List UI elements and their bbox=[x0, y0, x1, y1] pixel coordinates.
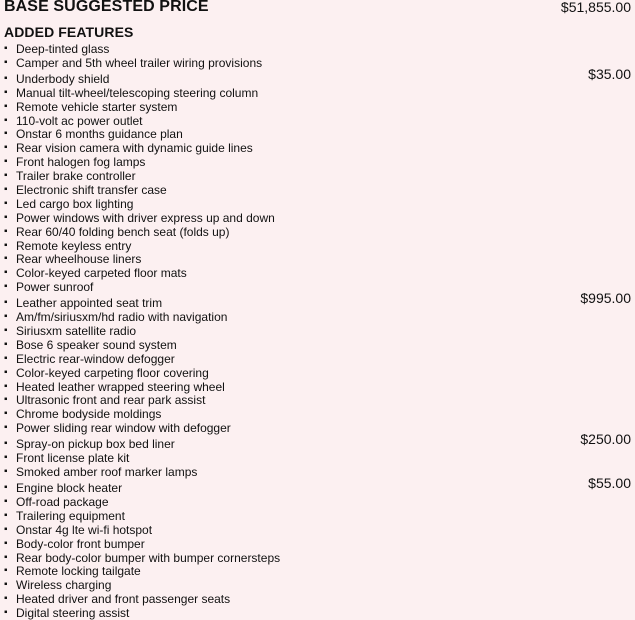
bullet-icon: ▪ bbox=[4, 366, 8, 378]
feature-row bbox=[4, 296, 631, 310]
bullet-icon: ▪ bbox=[4, 142, 8, 154]
feature-row bbox=[4, 606, 631, 620]
bullet-icon: ▪ bbox=[4, 100, 8, 112]
feature-row bbox=[4, 225, 631, 239]
bullet-icon: ▪ bbox=[4, 114, 8, 126]
feature-name: Onstar 6 months guidance plan bbox=[16, 127, 183, 142]
bullet-icon: ▪ bbox=[4, 338, 8, 350]
feature-price: $995.00 bbox=[580, 290, 631, 307]
bullet-icon: ▪ bbox=[4, 394, 8, 406]
feature-name: Power sliding rear window with defogger bbox=[16, 421, 231, 436]
feature-name: Electronic shift transfer case bbox=[16, 183, 167, 198]
bullet-icon: ▪ bbox=[4, 593, 8, 605]
feature-name: Manual tilt-wheel/telescoping steering column bbox=[16, 85, 259, 100]
bullet-icon: ▪ bbox=[4, 211, 8, 223]
feature-row bbox=[4, 366, 631, 380]
feature-name: Siriusxm satellite radio bbox=[16, 324, 137, 339]
bullet-icon: ▪ bbox=[4, 422, 8, 434]
feature-name: Engine block heater bbox=[16, 481, 123, 496]
feature-row bbox=[4, 100, 631, 114]
feature-row bbox=[4, 72, 631, 86]
bullet-icon: ▪ bbox=[4, 482, 8, 494]
feature-name: Leather appointed seat trim bbox=[16, 296, 163, 311]
bullet-icon: ▪ bbox=[4, 225, 8, 237]
feature-row bbox=[4, 393, 631, 407]
bullet-icon: ▪ bbox=[4, 579, 8, 591]
feature-name: Smoked amber roof marker lamps bbox=[16, 465, 198, 480]
bullet-icon: ▪ bbox=[4, 56, 8, 68]
feature-name: 110-volt ac power outlet bbox=[16, 113, 143, 128]
bullet-icon: ▪ bbox=[4, 86, 8, 98]
feature-row bbox=[4, 551, 631, 565]
bullet-icon: ▪ bbox=[4, 197, 8, 209]
feature-row bbox=[4, 509, 631, 523]
feature-name: Remote vehicle starter system bbox=[16, 99, 178, 114]
feature-row bbox=[4, 324, 631, 338]
feature-row bbox=[4, 42, 631, 56]
added-features-heading: ADDED FEATURES bbox=[4, 24, 134, 40]
feature-row bbox=[4, 495, 631, 509]
feature-name: Bose 6 speaker sound system bbox=[16, 337, 177, 352]
bullet-icon: ▪ bbox=[4, 239, 8, 251]
feature-name: Power sunroof bbox=[16, 280, 94, 295]
feature-name: Rear wheelhouse liners bbox=[16, 252, 142, 267]
bullet-icon: ▪ bbox=[4, 325, 8, 337]
feature-name: Color-keyed carpeting floor covering bbox=[16, 365, 209, 380]
feature-name: Remote keyless entry bbox=[16, 238, 132, 253]
base-price-value: $51,855.00 bbox=[560, 0, 631, 15]
feature-name: Remote locking tailgate bbox=[16, 564, 141, 579]
feature-name: Color-keyed carpeted floor mats bbox=[16, 266, 187, 281]
bullet-icon: ▪ bbox=[4, 438, 8, 450]
feature-name: Am/fm/siriusxm/hd radio with navigation bbox=[16, 310, 228, 325]
bullet-icon: ▪ bbox=[4, 170, 8, 182]
feature-row bbox=[4, 481, 631, 495]
feature-name: Trailering equipment bbox=[16, 508, 125, 523]
feature-name: Wireless charging bbox=[16, 578, 112, 593]
feature-price: $55.00 bbox=[588, 475, 631, 492]
feature-row bbox=[4, 437, 631, 451]
feature-row bbox=[4, 114, 631, 128]
feature-row bbox=[4, 352, 631, 366]
feature-row bbox=[4, 141, 631, 155]
bullet-icon: ▪ bbox=[4, 297, 8, 309]
bullet-icon: ▪ bbox=[4, 281, 8, 293]
bullet-icon: ▪ bbox=[4, 352, 8, 364]
feature-name: Digital steering assist bbox=[16, 606, 130, 620]
feature-row bbox=[4, 578, 631, 592]
feature-price: $250.00 bbox=[580, 431, 631, 448]
feature-name: Off-road package bbox=[16, 494, 109, 509]
feature-row bbox=[4, 407, 631, 421]
feature-name: Onstar 4g lte wi-fi hotspot bbox=[16, 522, 153, 537]
feature-name: Led cargo box lighting bbox=[16, 196, 134, 211]
feature-row bbox=[4, 564, 631, 578]
feature-row bbox=[4, 310, 631, 324]
feature-name: Heated driver and front passenger seats bbox=[16, 592, 231, 607]
bullet-icon: ▪ bbox=[4, 311, 8, 323]
feature-row bbox=[4, 523, 631, 537]
feature-row bbox=[4, 338, 631, 352]
feature-name: Chrome bodyside moldings bbox=[16, 407, 162, 422]
bullet-icon: ▪ bbox=[4, 607, 8, 619]
feature-name: Rear 60/40 folding bench seat (folds up) bbox=[16, 224, 230, 239]
feature-name: Camper and 5th wheel trailer wiring provisions bbox=[16, 55, 263, 70]
feature-row bbox=[4, 155, 631, 169]
bullet-icon: ▪ bbox=[4, 509, 8, 521]
bullet-icon: ▪ bbox=[4, 495, 8, 507]
bullet-icon: ▪ bbox=[4, 452, 8, 464]
feature-name: Ultrasonic front and rear park assist bbox=[16, 393, 206, 408]
feature-row bbox=[4, 86, 631, 100]
bullet-icon: ▪ bbox=[4, 267, 8, 279]
feature-row bbox=[4, 266, 631, 280]
feature-row bbox=[4, 592, 631, 606]
bullet-icon: ▪ bbox=[4, 72, 8, 84]
feature-row bbox=[4, 127, 631, 141]
feature-row bbox=[4, 537, 631, 551]
bullet-icon: ▪ bbox=[4, 184, 8, 196]
feature-name: Body-color front bumper bbox=[16, 536, 145, 551]
bullet-icon: ▪ bbox=[4, 523, 8, 535]
bullet-icon: ▪ bbox=[4, 466, 8, 478]
bullet-icon: ▪ bbox=[4, 551, 8, 563]
bullet-icon: ▪ bbox=[4, 156, 8, 168]
base-price-title: BASE SUGGESTED PRICE bbox=[4, 0, 209, 15]
feature-name: Deep-tinted glass bbox=[16, 42, 110, 56]
base-price-row bbox=[4, 0, 631, 18]
feature-row bbox=[4, 451, 631, 465]
feature-name: Trailer brake controller bbox=[16, 169, 136, 184]
feature-row bbox=[4, 239, 631, 253]
bullet-icon: ▪ bbox=[4, 43, 8, 54]
feature-name: Front halogen fog lamps bbox=[16, 155, 146, 170]
feature-price: $35.00 bbox=[588, 65, 631, 82]
feature-name: Rear vision camera with dynamic guide lines bbox=[16, 141, 253, 156]
bullet-icon: ▪ bbox=[4, 537, 8, 549]
feature-name: Spray-on pickup box bed liner bbox=[16, 437, 175, 452]
feature-name: Front license plate kit bbox=[16, 451, 130, 466]
feature-row bbox=[4, 169, 631, 183]
feature-row bbox=[4, 380, 631, 394]
feature-row bbox=[4, 211, 631, 225]
feature-row bbox=[4, 183, 631, 197]
feature-name: Underbody shield bbox=[16, 71, 110, 86]
feature-name: Power windows with driver express up and down bbox=[16, 210, 275, 225]
feature-name: Heated leather wrapped steering wheel bbox=[16, 379, 225, 394]
bullet-icon: ▪ bbox=[4, 128, 8, 140]
feature-name: Electric rear-window defogger bbox=[16, 351, 175, 366]
feature-row bbox=[4, 252, 631, 266]
bullet-icon: ▪ bbox=[4, 253, 8, 265]
bullet-icon: ▪ bbox=[4, 408, 8, 420]
feature-name: Rear body-color bumper with bumper cornersteps bbox=[16, 550, 281, 565]
bullet-icon: ▪ bbox=[4, 380, 8, 392]
bullet-icon: ▪ bbox=[4, 565, 8, 577]
added-features-list bbox=[4, 42, 631, 620]
feature-row bbox=[4, 197, 631, 211]
